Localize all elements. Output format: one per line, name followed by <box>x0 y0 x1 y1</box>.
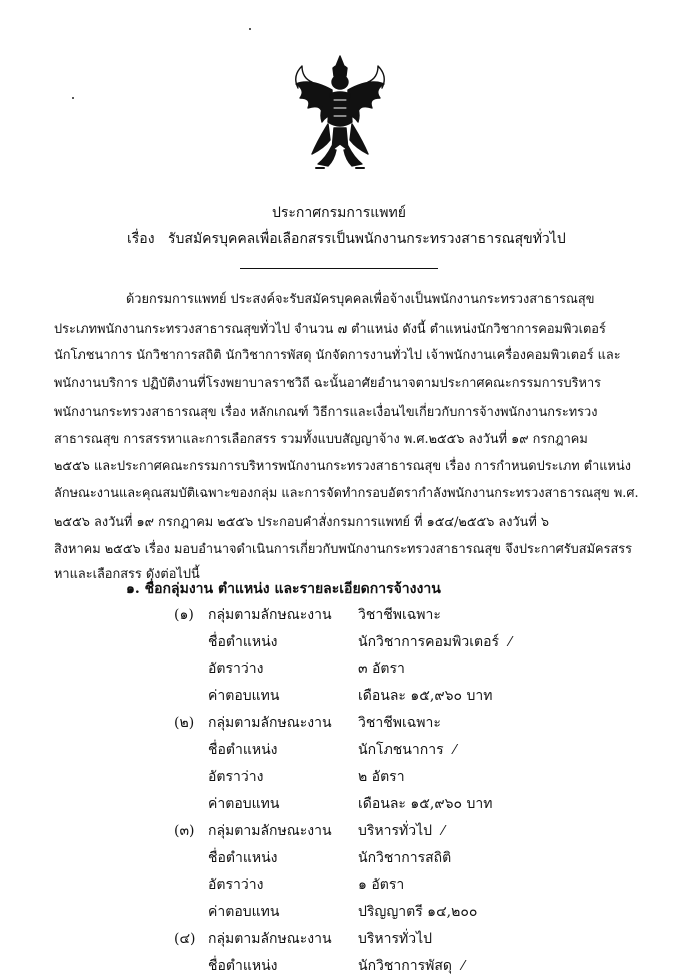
item-field-value: วิชาชีพเฉพาะ <box>358 715 441 731</box>
garuda-emblem-icon <box>288 50 392 178</box>
item-field-label: ชื่อตำแหน่ง <box>208 850 278 866</box>
item-field-label: ชื่อตำแหน่ง <box>208 742 278 758</box>
check-mark-icon: ⁄ <box>509 635 512 650</box>
body-line: พนักงานกระทรวงสาธารณสุข เรื่อง หลักเกณฑ์ วิธีการและเงื่อนไขเกี่ยวกับการจ้างพนักงานกระทรวง <box>54 405 598 420</box>
speck-mark <box>72 97 74 99</box>
document-title: ประกาศกรมการแพทย์ <box>272 205 406 221</box>
item-field-value: บริหารทั่วไป ⁄ <box>358 823 445 839</box>
body-line: ๒๕๕๖ ลงวันที่ ๑๙ กรกฎาคม ๒๕๕๖ ประกอบคำสั่งกรมการแพทย์ ที่ ๑๕๔/๒๕๕๖ ลงวันที่ ๖ <box>54 515 550 530</box>
item-field-label: อัตราว่าง <box>208 661 264 677</box>
item-field-value: เดือนละ ๑๕,๙๖๐ บาท <box>358 688 493 704</box>
subject-text: รับสมัครบุคคลเพื่อเลือกสรรเป็นพนักงานกระทรวงสาธารณสุขทั่วไป <box>168 231 566 247</box>
item-number: (๒) <box>174 715 195 731</box>
body-line: ๒๕๕๖ และประกาศคณะกรรมการบริหารพนักงานกระทรวงสาธารณสุข เรื่อง การกำหนดประเภท ตำแหน่ง <box>54 459 631 474</box>
body-line: ด้วยกรมการแพทย์ ประสงค์จะรับสมัครบุคคลเพื่อจ้างเป็นพนักงานกระทรวงสาธารณสุข <box>126 292 595 307</box>
check-mark-icon: ⁄ <box>462 959 465 974</box>
section-1-heading: ๑. ชื่อกลุ่มงาน ตำแหน่ง และรายละเอียดการจ้างงาน <box>126 581 441 597</box>
item-field-label: ค่าตอบแทน <box>208 796 280 812</box>
body-line: ประเภทพนักงานกระทรวงสาธารณสุขทั่วไป จำนวน ๗ ตำแหน่ง ดังนี้ ตำแหน่งนักวิชาการคอมพิวเตอร์ <box>54 322 606 337</box>
item-field-label: ค่าตอบแทน <box>208 688 280 704</box>
item-number: (๓) <box>174 823 195 839</box>
item-field-value: ๓ อัตรา <box>358 661 405 677</box>
title-underline <box>240 268 438 269</box>
item-field-value: ๒ อัตรา <box>358 769 405 785</box>
item-field-value: ๑ อัตรา <box>358 877 405 893</box>
item-field-value: วิชาชีพเฉพาะ <box>358 607 441 623</box>
item-field-label: กลุ่มตามลักษณะงาน <box>208 607 332 623</box>
item-field-value: นักวิชาการคอมพิวเตอร์ ⁄ <box>358 634 512 650</box>
item-number: (๑) <box>174 607 194 623</box>
item-field-label: ชื่อตำแหน่ง <box>208 634 278 650</box>
item-field-label: อัตราว่าง <box>208 877 264 893</box>
speck-mark <box>249 28 251 30</box>
body-line: สาธารณสุข การสรรหาและการเลือกสรร รวมทั้งแบบสัญญาจ้าง พ.ศ.๒๕๕๖ ลงวันที่ ๑๙ กรกฎาคม <box>54 432 588 447</box>
body-line: หาและเลือกสรร ดังต่อไปนี้ <box>54 567 200 582</box>
item-field-label: กลุ่มตามลักษณะงาน <box>208 931 332 947</box>
item-field-value: บริหารทั่วไป <box>358 931 433 947</box>
body-line: พนักงานบริการ ปฏิบัติงานที่โรงพยาบาลราชวิถี ฉะนั้นอาศัยอำนาจตามประกาศคณะกรรมการบริหาร <box>54 376 602 391</box>
item-field-value: นักวิชาการสถิติ <box>358 850 452 866</box>
item-field-label: กลุ่มตามลักษณะงาน <box>208 715 332 731</box>
item-field-value: นักวิชาการพัสดุ ⁄ <box>358 958 465 974</box>
item-field-label: อัตราว่าง <box>208 769 264 785</box>
item-field-value: ปริญญาตรี ๑๔,๒๐๐ <box>358 904 478 920</box>
subject-label: เรื่อง <box>127 231 155 247</box>
check-mark-icon: ⁄ <box>442 824 445 839</box>
body-line: ลักษณะงานและคุณสมบัติเฉพาะของกลุ่ม และการจัดทำกรอบอัตรากำลังพนักงานกระทรวงสาธารณสุข พ.ศ. <box>54 486 639 501</box>
item-field-value: นักโภชนาการ ⁄ <box>358 742 456 758</box>
item-number: (๔) <box>174 931 196 947</box>
body-line: นักโภชนาการ นักวิชาการสถิติ นักวิชาการพัสดุ นักจัดการงานทั่วไป เจ้าพนักงานเครื่องคอมพิวเตอร์ และ <box>54 348 621 363</box>
body-line: สิงหาคม ๒๕๕๖ เรื่อง มอบอำนาจดำเนินการเกี่ยวกับพนักงานกระทรวงสาธารณสุข จึงประกาศรับสมัครสรร <box>54 542 633 557</box>
check-mark-icon: ⁄ <box>453 743 456 758</box>
item-field-label: ชื่อตำแหน่ง <box>208 958 278 974</box>
item-field-label: ค่าตอบแทน <box>208 904 280 920</box>
item-field-value: เดือนละ ๑๕,๙๖๐ บาท <box>358 796 493 812</box>
item-field-label: กลุ่มตามลักษณะงาน <box>208 823 332 839</box>
